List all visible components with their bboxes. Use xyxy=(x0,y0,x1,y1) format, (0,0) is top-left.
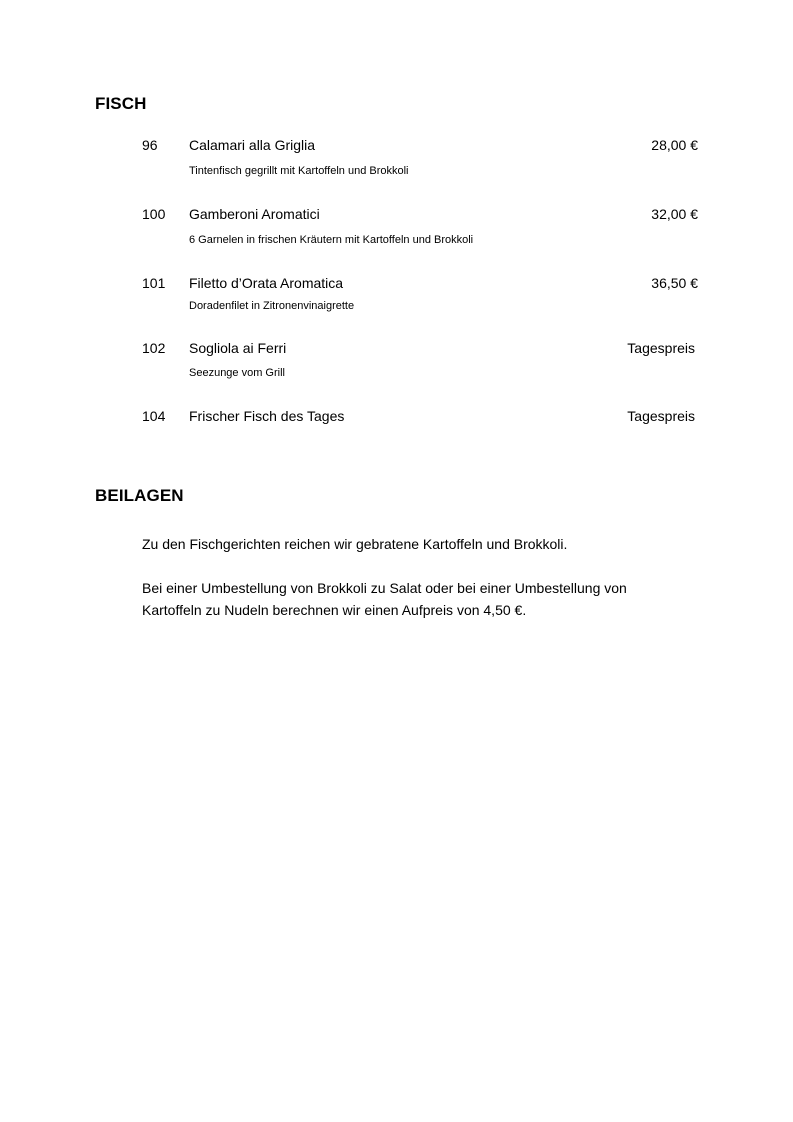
beilagen-paragraph: Zu den Fischgerichten reichen wir gebratene Kartoffeln und Brokkoli. xyxy=(142,536,568,552)
item-price: 36,50 € xyxy=(651,275,698,291)
item-name: Filetto d’Orata Aromatica xyxy=(189,275,344,291)
beilagen-paragraph: Bei einer Umbestellung von Brokkoli zu Salat oder bei einer Umbestellung von Kartoffeln zu Nudeln berechnen wir einen Aufpreis von 4,50 €. xyxy=(142,580,627,618)
item-number: 104 xyxy=(142,408,166,424)
item-number: 96 xyxy=(142,137,158,153)
item-name: Frischer Fisch des Tages xyxy=(189,408,345,424)
item-price: 28,00 € xyxy=(651,137,698,153)
item-number: 100 xyxy=(142,206,166,222)
item-price: Tagespreis xyxy=(627,340,695,356)
item-description: Doradenfilet in Zitronenvinaigrette xyxy=(189,300,355,312)
item-price: 32,00 € xyxy=(651,206,698,222)
section-heading-fisch: FISCH xyxy=(95,94,147,113)
item-name: Gamberoni Aromatici xyxy=(189,206,320,222)
item-description: Tintenfisch gegrillt mit Kartoffeln und Brokkoli xyxy=(189,165,409,177)
item-name: Sogliola ai Ferri xyxy=(189,340,287,356)
item-description: 6 Garnelen in frischen Kräutern mit Kartoffeln und Brokkoli xyxy=(189,234,474,246)
item-name: Calamari alla Griglia xyxy=(189,137,316,153)
item-description: Seezunge vom Grill xyxy=(189,367,285,379)
item-number: 102 xyxy=(142,340,166,356)
item-price: Tagespreis xyxy=(627,408,695,424)
item-number: 101 xyxy=(142,275,166,291)
section-heading-beilagen: BEILAGEN xyxy=(95,486,184,505)
